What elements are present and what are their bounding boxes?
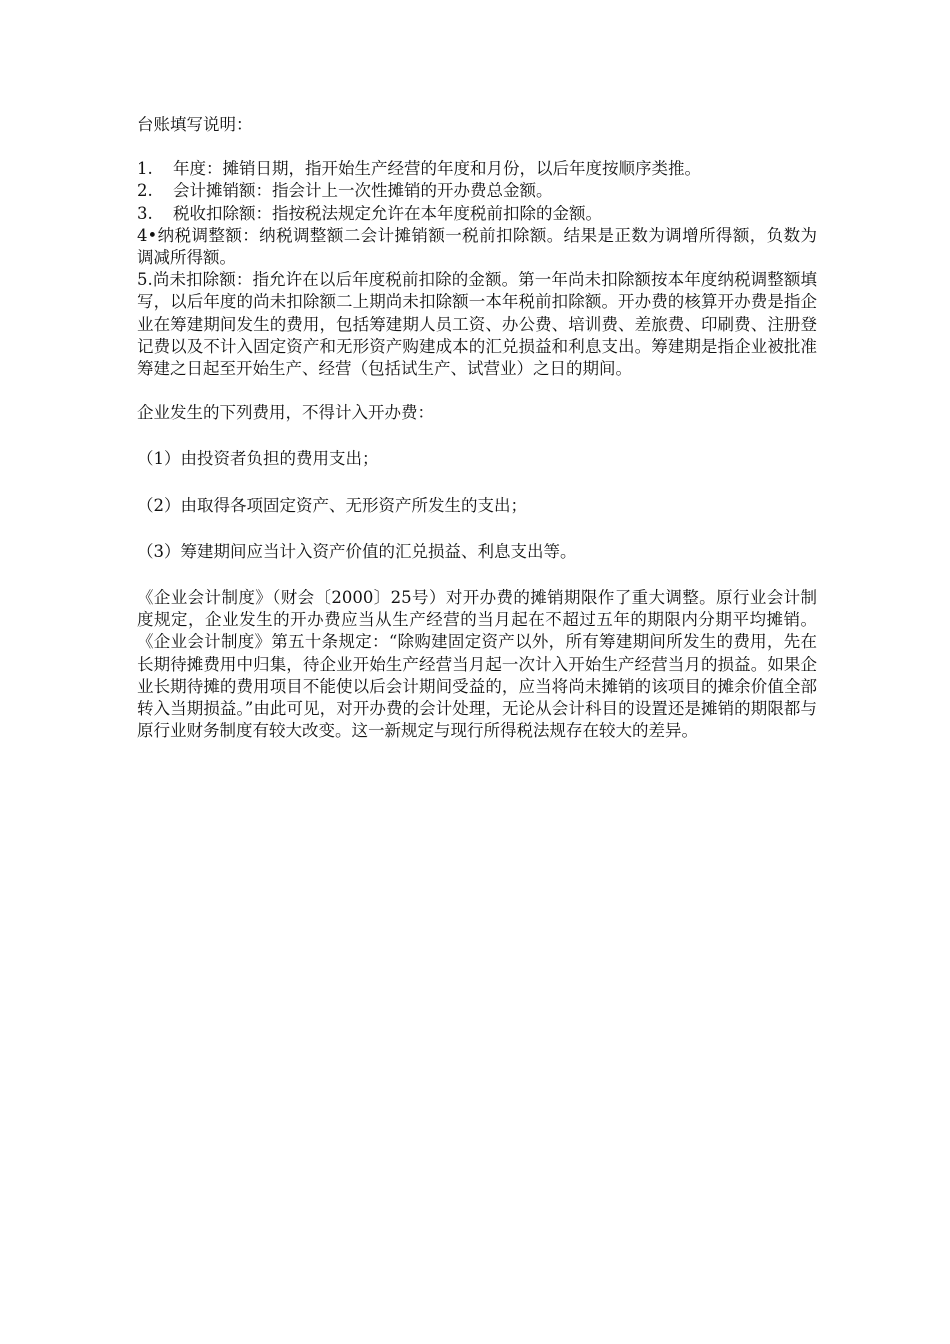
exclusion-item-2: （2）由取得各项固定资产、无形资产所发生的支出； xyxy=(137,495,527,515)
list-number: 3. xyxy=(137,203,153,223)
document-body xyxy=(137,114,817,742)
exclusion-item-3: （3）筹建期间应当计入资产价值的汇兑损益、利息支出等。 xyxy=(137,541,577,561)
closing-paragraph: 《企业会计制度》（财会〔2000〕25号）对开办费的摊销期限作了重大调整。原行业会计制度规定，企业发生的开办费应当从生产经营的当月起在不超过五年的期限内分期平均摊销。《企业会计制度》第五十条规定：“除购建固定资产以外，所有筹建期间所发生的费用，先在长期待摊费用中归集，待企业开始生产经营当月起一次计入开始生产经营当月的损益。如果企业长期待摊的费用项目不能使以后会计期间受益的，应当将尚未摊销的该项目的摊余价值全部转入当期损益。”由此可见，对开办费的会计处理，无论从会计科目的设置还是摊销的期限都与原行业财务制度有较大改变。这一新规定与现行所得税法规存在较大的差异。 xyxy=(137,588,817,741)
list-item-2 xyxy=(137,180,817,202)
list-item-1 xyxy=(137,158,817,180)
spacer xyxy=(137,424,817,448)
exclusion-item-1: （1）由投资者负担的费用支出； xyxy=(137,449,379,469)
spacer xyxy=(137,136,817,158)
spacer xyxy=(137,563,817,587)
list-number: 2. xyxy=(137,181,153,201)
instructions-heading: 台账填写说明： xyxy=(137,115,253,134)
list-text: 会计摊销额：指会计上一次性摊销的开办费总金额。 xyxy=(173,181,553,201)
spacer xyxy=(137,380,817,402)
list-number: 1. xyxy=(137,159,153,179)
list-item-4: 4•纳税调整额：纳税调整额二会计摊销额一税前扣除额。结果是正数为调增所得额，负数为调减所得额。 xyxy=(137,225,817,268)
spacer xyxy=(137,517,817,541)
spacer xyxy=(137,471,817,495)
list-item-3 xyxy=(137,203,817,225)
list-text: 年度：摊销日期，指开始生产经营的年度和月份，以后年度按顺序类推。 xyxy=(173,159,701,179)
list-item-5: 5.尚未扣除额：指允许在以后年度税前扣除的金额。第一年尚未扣除额按本年度纳税调整额填写，以后年度的尚未扣除额二上期尚未扣除额一本年税前扣除额。开办费的核算开办费是指企业在筹建期间发生的费用，包括筹建期人员工资、办公费、培训费、差旅费、印刷费、注册登记费以及不计入固定资产和无形资产购建成本的汇兑损益和利息支出。筹建期是指企业被批准筹建之日起至开始生产、经营（包括试生产、试营业）之日的期间。 xyxy=(137,270,817,379)
list-text: 税收扣除额：指按税法规定允许在本年度税前扣除的金额。 xyxy=(173,203,602,223)
exclusion-intro: 企业发生的下列费用，不得计入开办费： xyxy=(137,403,434,423)
